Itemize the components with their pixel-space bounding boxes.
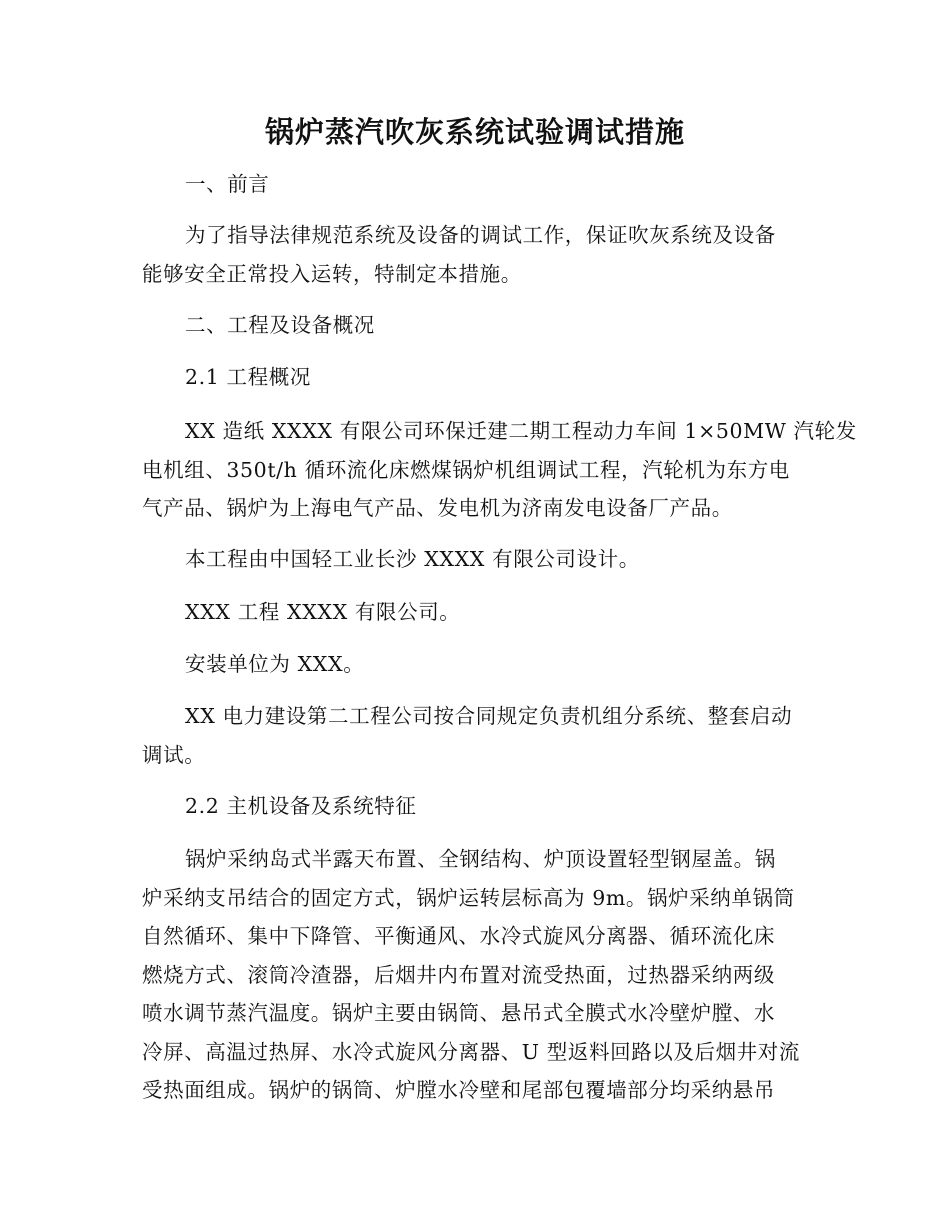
paragraph-line: 锅炉采纳岛式半露天布置、全钢结构、炉顶设置轻型钢屋盖。锅 — [185, 847, 776, 871]
paragraph-boiler — [142, 840, 812, 1110]
section-heading-overview — [142, 306, 855, 345]
paragraph-line: 电机组、350t/h 循环流化床燃煤锅炉机组调试工程，汽轮机为东方电 — [142, 457, 790, 482]
paragraph-line: 冷屏、高温过热屏、水冷式旋风分离器、U 型返料回路以及后烟井对流 — [142, 1039, 800, 1064]
paragraph-line: 调试。 — [142, 742, 206, 767]
paragraph-line: 受热面组成。锅炉的锅筒、炉膛水冷壁和尾部包覆墙部分均采纳悬吊 — [142, 1078, 775, 1102]
subsection-heading-project — [142, 358, 855, 397]
paragraph-designer — [142, 540, 855, 579]
paragraph-line: XXX 工程 XXXX 有限公司。 — [185, 600, 461, 624]
paragraph-installer — [142, 645, 855, 684]
heading-text: 2.1 工程概况 — [185, 365, 311, 389]
paragraph-line: 燃烧方式、滚筒冷渣器，后烟井内布置对流受热面，过热器采纳两级 — [142, 962, 775, 987]
paragraph-line: XX 造纸 XXXX 有限公司环保迁建二期工程动力车间 1×50MW 汽轮发 — [185, 419, 857, 443]
heading-text: 一、前言 — [185, 172, 270, 196]
paragraph-line: 气产品、锅炉为上海电气产品、发电机为济南发电设备厂产品。 — [142, 496, 733, 520]
paragraph-line: 能够安全正常投入运转，特制定本措施。 — [142, 261, 522, 286]
section-heading-preface — [142, 165, 855, 204]
paragraph-line: 为了指导法律规范系统及设备的调试工作，保证吹灰系统及设备 — [185, 223, 776, 247]
paragraph-line: XX 电力建设第二工程公司按合同规定负责机组分系统、整套启动 — [185, 704, 793, 728]
document-title: 锅炉蒸汽吹灰系统试验调试措施 — [264, 115, 685, 149]
paragraph-commissioning — [142, 697, 812, 774]
paragraph-line: 本工程由中国轻工业长沙 XXXX 有限公司设计。 — [185, 547, 640, 571]
subsection-heading-equipment — [142, 787, 855, 826]
heading-text: 二、工程及设备概况 — [185, 313, 375, 337]
paragraph-line: 安装单位为 XXX。 — [185, 652, 365, 676]
paragraph-line: 自然循环、集中下降管、平衡通风、水冷式旋风分离器、循环流化床 — [142, 924, 775, 948]
paragraph-project — [142, 412, 857, 528]
heading-text: 2.2 主机设备及系统特征 — [185, 794, 417, 818]
paragraph-purpose — [142, 216, 812, 293]
paragraph-line: 炉采纳支吊结合的固定方式，锅炉运转层标高为 9m。锅炉采纳单锅筒 — [142, 885, 795, 910]
paragraph-company — [142, 593, 855, 632]
paragraph-line: 喷水调节蒸汽温度。锅炉主要由锅筒、悬吊式全膜式水冷壁炉膛、水 — [142, 1001, 775, 1025]
